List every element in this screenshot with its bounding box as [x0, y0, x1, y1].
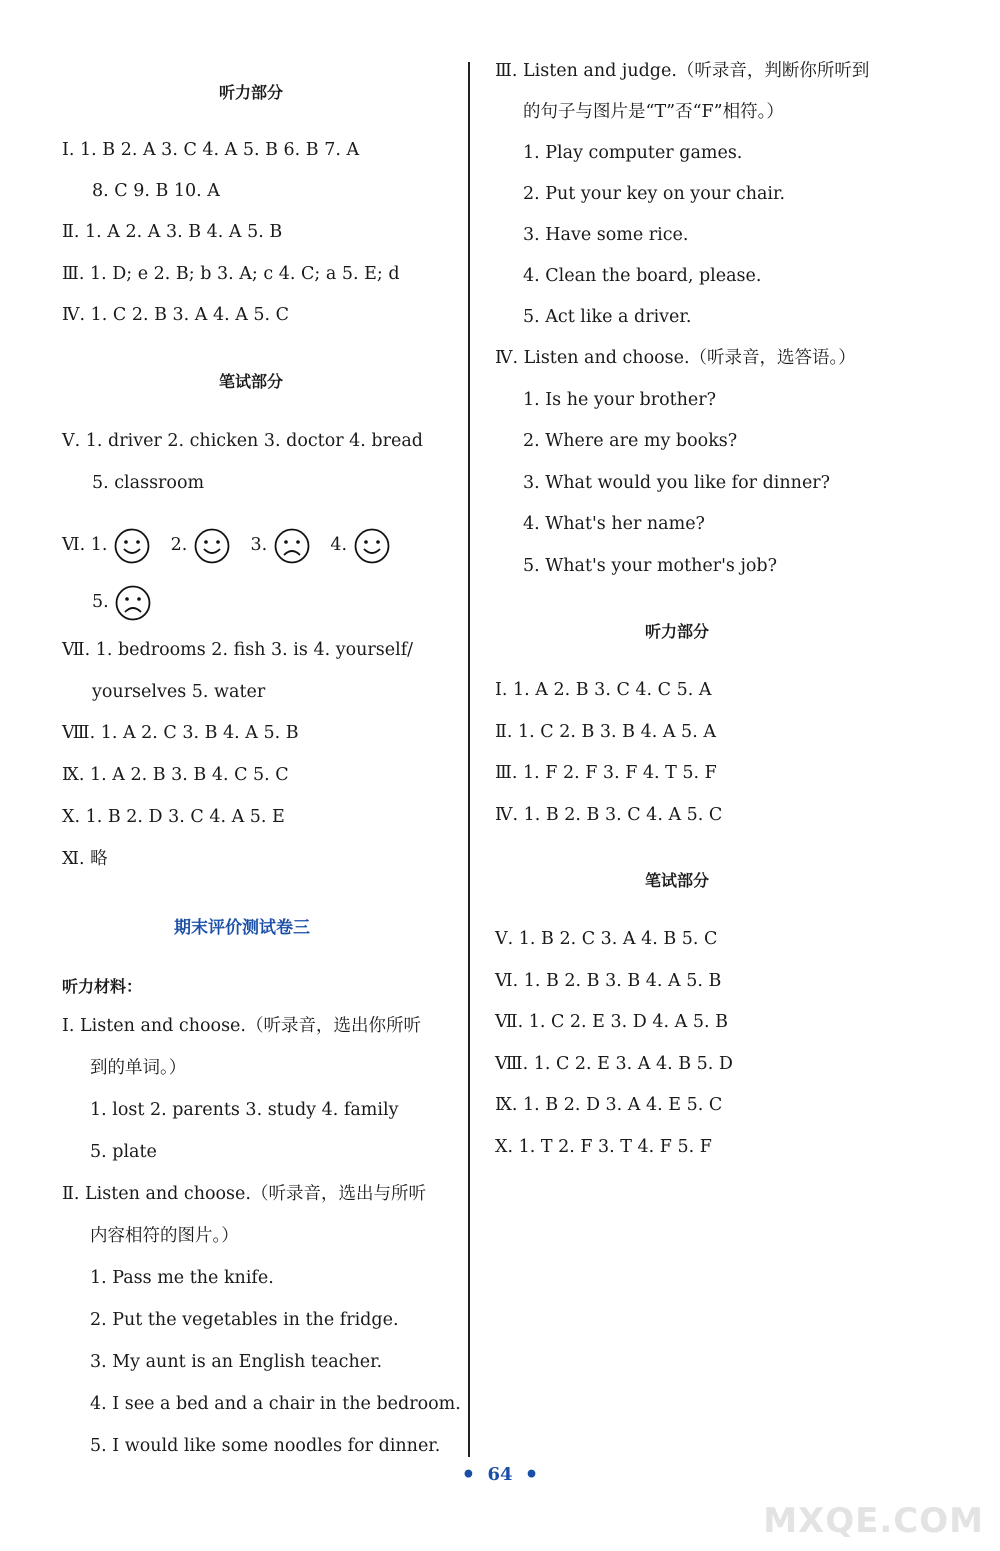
happy-face-icon	[353, 527, 391, 565]
watermark: MXQE.COM	[763, 1501, 984, 1541]
answer-line-q6b	[92, 582, 152, 622]
list-item: 4. I see a bed and a chair in the bedroom.	[90, 1394, 461, 1414]
list-item: 3. Have some rice.	[523, 225, 689, 245]
answer-line-a9: Ⅸ. 1. B 2. D 3. A 4. E 5. C	[495, 1095, 723, 1115]
section-1-line-d: 5. plate	[90, 1142, 157, 1162]
page-footer	[0, 1462, 1000, 1488]
listening-heading-2: 听力部分	[645, 622, 710, 641]
answer-line-q7a: Ⅶ. 1. bedrooms 2. fish 3. is 4. yourself/	[62, 640, 414, 660]
list-item: 4. Clean the board, please.	[523, 266, 762, 286]
answer-line-a2: Ⅱ. 1. C 2. B 3. B 4. A 5. A	[495, 722, 716, 742]
list-item: 3. What would you like for dinner?	[523, 473, 831, 493]
happy-face-icon	[113, 527, 151, 565]
list-item: 1. Pass me the knife.	[90, 1268, 274, 1288]
test-title: 期末评价测试卷三	[174, 918, 310, 938]
section-3-line-a: Ⅲ. Listen and judge.（听录音，判断你所听到	[495, 61, 870, 81]
answer-line-q9: Ⅸ. 1. A 2. B 3. B 4. C 5. C	[62, 765, 289, 785]
q6-num-5: 5.	[92, 592, 109, 612]
q6-num-2: 2.	[170, 535, 188, 555]
sad-face-icon	[273, 527, 311, 565]
answer-line-q10: Ⅹ. 1. B 2. D 3. C 4. A 5. E	[62, 807, 285, 827]
section-2-line-b: 内容相符的图片。）	[90, 1226, 239, 1246]
column-divider	[468, 62, 470, 1457]
answer-line-q7b: yourselves 5. water	[92, 682, 266, 702]
section-2-line-a: Ⅱ. Listen and choose.（听录音，选出与所听	[62, 1184, 426, 1204]
section-1-line-b: 到的单词。）	[90, 1058, 187, 1078]
q6-prefix: Ⅵ.	[62, 535, 86, 555]
written-heading: 笔试部分	[219, 372, 284, 391]
bullet-dot-icon: •	[461, 1462, 476, 1488]
section-1-line-a: Ⅰ. Listen and choose.（听录音，选出你所听	[62, 1016, 421, 1036]
q6-num-3: 3.	[250, 535, 268, 555]
answer-line-a1: Ⅰ. 1. A 2. B 3. C 4. C 5. A	[495, 680, 712, 700]
answer-line-q3: Ⅲ. 1. D; e 2. B; b 3. A; c 4. C; a 5. E; d	[62, 264, 400, 284]
page-number: 64	[487, 1464, 513, 1485]
answer-line-q11: Ⅺ. 略	[62, 849, 108, 869]
list-item: 1. Play computer games.	[523, 143, 743, 163]
sad-face-icon	[114, 584, 152, 622]
bullet-dot-icon: •	[524, 1462, 539, 1488]
answer-line-q1a: Ⅰ. 1. B 2. A 3. C 4. A 5. B 6. B 7. A	[62, 140, 360, 160]
material-label: 听力材料：	[62, 977, 143, 996]
section-1-line-c: 1. lost 2. parents 3. study 4. family	[90, 1100, 399, 1120]
answer-line-a7: Ⅶ. 1. C 2. E 3. D 4. A 5. B	[495, 1012, 728, 1032]
answer-line-q6	[62, 525, 391, 565]
answer-line-a10: Ⅹ. 1. T 2. F 3. T 4. F 5. F	[495, 1137, 712, 1157]
answer-line-q5b: 5. classroom	[92, 473, 205, 493]
answer-line-q2: Ⅱ. 1. A 2. A 3. B 4. A 5. B	[62, 222, 283, 242]
answer-line-q4: Ⅳ. 1. C 2. B 3. A 4. A 5. C	[62, 305, 290, 325]
answer-line-a5: Ⅴ. 1. B 2. C 3. A 4. B 5. C	[495, 929, 718, 949]
written-heading-2: 笔试部分	[645, 871, 710, 890]
answer-line-q1b: 8. C 9. B 10. A	[92, 181, 220, 201]
answer-line-a6: Ⅵ. 1. B 2. B 3. B 4. A 5. B	[495, 971, 722, 991]
answer-line-q5a: Ⅴ. 1. driver 2. chicken 3. doctor 4. bread	[62, 431, 423, 451]
list-item: 5. Act like a driver.	[523, 307, 692, 327]
q6-num-1: 1.	[90, 535, 108, 555]
list-item: 2. Put your key on your chair.	[523, 184, 786, 204]
listening-heading: 听力部分	[219, 83, 284, 102]
section-4-line-a: Ⅳ. Listen and choose.（听录音，选答语。）	[495, 348, 856, 368]
list-item: 5. I would like some noodles for dinner.	[90, 1436, 441, 1456]
list-item: 2. Where are my books?	[523, 431, 738, 451]
list-item: 2. Put the vegetables in the fridge.	[90, 1310, 399, 1330]
answer-line-a4: Ⅳ. 1. B 2. B 3. C 4. A 5. C	[495, 805, 723, 825]
happy-face-icon	[193, 527, 231, 565]
section-3-line-b: 的句子与图片是“T”否“F”相符。）	[523, 102, 784, 122]
list-item: 5. What's your mother's job?	[523, 556, 778, 576]
list-item: 1. Is he your brother?	[523, 390, 717, 410]
answer-line-q8: Ⅷ. 1. A 2. C 3. B 4. A 5. B	[62, 723, 299, 743]
q6-num-4: 4.	[330, 535, 348, 555]
answer-line-a3: Ⅲ. 1. F 2. F 3. F 4. T 5. F	[495, 763, 717, 783]
answer-line-a8: Ⅷ. 1. C 2. E 3. A 4. B 5. D	[495, 1054, 733, 1074]
list-item: 4. What's her name?	[523, 514, 705, 534]
list-item: 3. My aunt is an English teacher.	[90, 1352, 383, 1372]
